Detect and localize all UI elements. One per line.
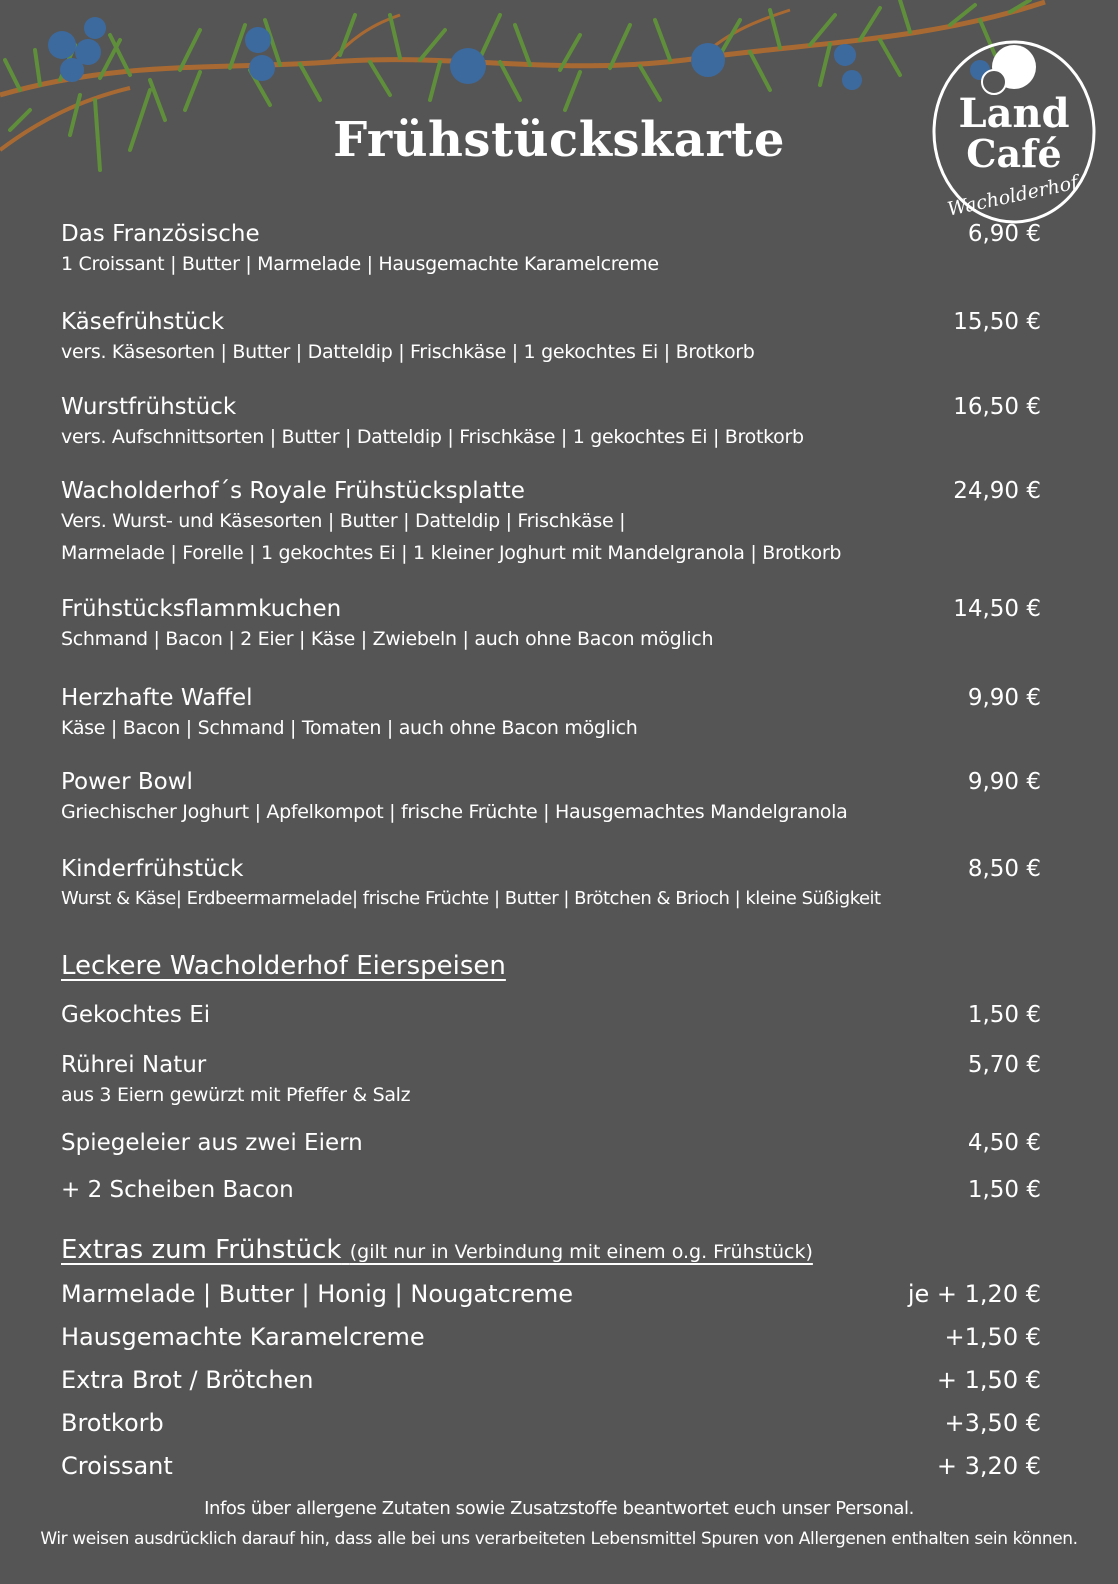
item-price: 8,50 €: [967, 856, 1041, 882]
egg-item: [61, 1001, 1041, 1029]
extra-item: [61, 1279, 1041, 1309]
page-title: Frühstückskarte: [333, 112, 785, 168]
extras-heading-text: Extras zum Frühstück: [61, 1235, 342, 1265]
item-desc: Wurst & Käse| Erdbeermarmelade| frische Früchte | Butter | Brötchen & Brioch | kleine Süßigkeit: [61, 888, 881, 909]
item-price: +1,50 €: [944, 1323, 1041, 1351]
egg-item: [61, 1051, 1041, 1111]
item-name: Marmelade | Butter | Honig | Nougatcreme: [61, 1280, 574, 1308]
item-name: Wurstfrühstück: [61, 394, 237, 420]
item-price: 5,70 €: [967, 1052, 1041, 1078]
item-name: Das Französische: [61, 221, 260, 247]
menu-item: [61, 595, 1041, 655]
item-name: Hausgemachte Karamelcreme: [61, 1323, 425, 1351]
item-price: 4,50 €: [967, 1130, 1041, 1156]
item-price: 15,50 €: [953, 309, 1041, 335]
item-name: Wacholderhof´s Royale Frühstücksplatte: [61, 478, 525, 504]
menu-item: [61, 393, 1041, 453]
item-price: 9,90 €: [967, 685, 1041, 711]
item-desc: aus 3 Eiern gewürzt mit Pfeffer & Salz: [61, 1084, 411, 1106]
menu-item: [61, 855, 1041, 915]
item-name: Kinderfrühstück: [61, 856, 244, 882]
menu-item: [61, 768, 1041, 828]
allergen-note: Infos über allergene Zutaten sowie Zusatzstoffe beantwortet euch unser Personal.: [204, 1498, 914, 1519]
item-price: 6,90 €: [967, 221, 1041, 247]
item-price: 1,50 €: [967, 1002, 1041, 1028]
menu-item: [61, 684, 1041, 744]
logo-line1: Land: [958, 90, 1070, 137]
egg-item: [61, 1129, 1041, 1157]
item-name: Gekochtes Ei: [61, 1002, 211, 1028]
logo-sub: Wacholderhof: [945, 171, 1080, 221]
eggs-heading: Leckere Wacholderhof Eierspeisen: [61, 951, 506, 981]
item-name: Herzhafte Waffel: [61, 685, 253, 711]
item-price: +3,50 €: [944, 1409, 1041, 1437]
item-desc: vers. Käsesorten | Butter | Datteldip | Frischkäse | 1 gekochtes Ei | Brotkorb: [61, 341, 755, 363]
item-price: 24,90 €: [953, 478, 1041, 504]
logo-line2: Café: [966, 131, 1062, 176]
extra-item: [61, 1408, 1041, 1438]
item-desc: Marmelade | Forelle | 1 gekochtes Ei | 1 kleiner Joghurt mit Mandelgranola | Brotkorb: [61, 542, 842, 564]
item-name: Brotkorb: [61, 1409, 164, 1437]
item-price: 9,90 €: [967, 769, 1041, 795]
item-name: Croissant: [61, 1452, 173, 1480]
item-name: Käsefrühstück: [61, 309, 225, 335]
item-name: Frühstücksflammkuchen: [61, 596, 342, 622]
item-name: Power Bowl: [61, 769, 193, 795]
allergen-disclaimer: Wir weisen ausdrücklich darauf hin, dass alle bei uns verarbeiteten Lebensmittel Spuren von Allergenen enthalten sein können.: [40, 1529, 1078, 1549]
item-price: + 3,20 €: [936, 1452, 1041, 1480]
item-name: Spiegeleier aus zwei Eiern: [61, 1130, 363, 1156]
item-price: + 1,50 €: [936, 1366, 1041, 1394]
menu-item: [61, 477, 1041, 569]
egg-item: [61, 1176, 1041, 1204]
item-desc: Käse | Bacon | Schmand | Tomaten | auch ohne Bacon möglich: [61, 717, 638, 739]
extra-item: [61, 1322, 1041, 1352]
extras-heading: [61, 1235, 813, 1265]
extras-note: (gilt nur in Verbindung mit einem o.g. Frühstück): [349, 1241, 813, 1263]
item-price: 16,50 €: [953, 394, 1041, 420]
item-name: + 2 Scheiben Bacon: [61, 1177, 294, 1203]
item-desc: Vers. Wurst- und Käsesorten | Butter | Datteldip | Frischkäse |: [61, 510, 626, 532]
item-desc: 1 Croissant | Butter | Marmelade | Hausgemachte Karamelcreme: [61, 253, 659, 275]
extra-item: [61, 1451, 1041, 1481]
item-price: 14,50 €: [953, 596, 1041, 622]
extra-item: [61, 1365, 1041, 1395]
item-name: Rührei Natur: [61, 1052, 207, 1078]
item-desc: vers. Aufschnittsorten | Butter | Datteldip | Frischkäse | 1 gekochtes Ei | Brotkorb: [61, 426, 804, 448]
menu-item: [61, 308, 1041, 368]
item-price: 1,50 €: [967, 1177, 1041, 1203]
item-name: Extra Brot / Brötchen: [61, 1366, 314, 1394]
item-desc: Griechischer Joghurt | Apfelkompot | frische Früchte | Hausgemachtes Mandelgranola: [61, 801, 848, 823]
item-desc: Schmand | Bacon | 2 Eier | Käse | Zwiebeln | auch ohne Bacon möglich: [61, 628, 714, 650]
menu-item: [61, 220, 1041, 280]
item-price: je + 1,20 €: [907, 1280, 1041, 1308]
